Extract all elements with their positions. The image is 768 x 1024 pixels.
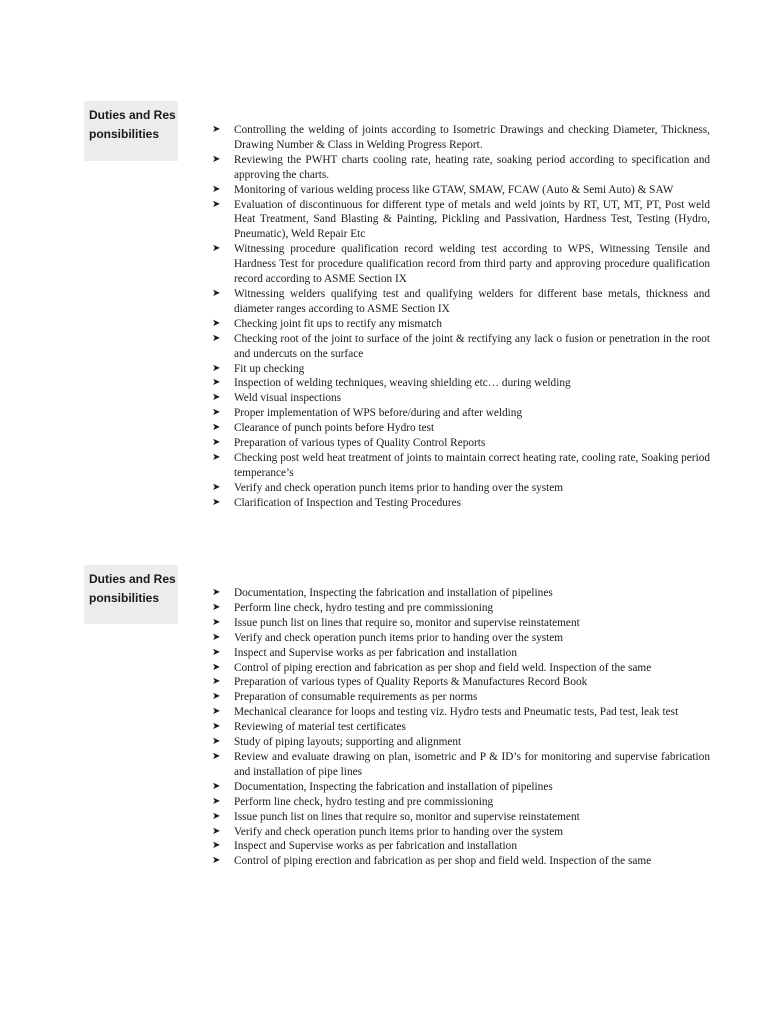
arrowhead-bullet-icon: ➤ <box>212 392 221 404</box>
list-item <box>212 436 710 451</box>
duties-list <box>212 586 710 869</box>
list-item <box>212 586 710 601</box>
arrowhead-bullet-icon: ➤ <box>212 646 221 658</box>
list-item <box>212 287 710 317</box>
arrowhead-bullet-icon: ➤ <box>212 825 221 837</box>
list-item-text: Inspect and Supervise works as per fabrication and installation <box>234 646 517 659</box>
arrowhead-bullet-icon: ➤ <box>212 616 221 628</box>
list-item <box>212 496 710 511</box>
list-item-text: Controlling the welding of joints according to Isometric Drawings and checking Diameter, Thickness, Drawing Number & Class in Welding Progress Report. <box>234 124 710 151</box>
arrowhead-bullet-icon: ➤ <box>212 840 221 852</box>
list-item-text: Clearance of punch points before Hydro test <box>234 422 435 435</box>
arrowhead-bullet-icon: ➤ <box>212 287 221 299</box>
list-item-text: Preparation of various types of Quality Control Reports <box>234 437 486 450</box>
list-item-text: Mechanical clearance for loops and testing viz. Hydro tests and Pneumatic tests, Pad test, leak test <box>234 706 679 719</box>
list-item-text: Verify and check operation punch items prior to handing over the system <box>234 825 564 838</box>
arrowhead-bullet-icon: ➤ <box>212 407 221 419</box>
list-item-text: Clarification of Inspection and Testing Procedures <box>234 496 462 509</box>
list-item <box>212 242 710 287</box>
arrowhead-bullet-icon: ➤ <box>212 496 221 508</box>
arrowhead-bullet-icon: ➤ <box>212 706 221 718</box>
arrowhead-bullet-icon: ➤ <box>212 198 221 210</box>
list-item <box>212 690 710 705</box>
list-item-text: Issue punch list on lines that require so, monitor and supervise reinstatement <box>234 616 580 629</box>
list-item-text: Checking joint fit ups to rectify any mismatch <box>234 317 443 330</box>
list-item-text: Perform line check, hydro testing and pre commissioning <box>234 795 494 808</box>
arrowhead-bullet-icon: ➤ <box>212 437 221 449</box>
list-item <box>212 481 710 496</box>
list-item <box>212 332 710 362</box>
list-item-text: Verify and check operation punch items prior to handing over the system <box>234 631 564 644</box>
list-item <box>212 720 710 735</box>
list-item <box>212 646 710 661</box>
list-item-text: Inspection of welding techniques, weaving shielding etc… during welding <box>234 377 571 390</box>
arrowhead-bullet-icon: ➤ <box>212 422 221 434</box>
list-item-text: Checking root of the joint to surface of the joint & rectifying any lack o fusion or penetration in the root and undercuts on the surface <box>234 332 710 360</box>
list-item <box>212 735 710 750</box>
arrowhead-bullet-icon: ➤ <box>212 243 221 255</box>
arrowhead-bullet-icon: ➤ <box>212 451 221 463</box>
arrowhead-bullet-icon: ➤ <box>212 795 221 807</box>
list-item-text: Preparation of consumable requirements as per norms <box>234 691 478 704</box>
list-item-text: Weld visual inspections <box>234 392 342 405</box>
arrowhead-bullet-icon: ➤ <box>212 481 221 493</box>
list-item-text: Reviewing of material test certificates <box>234 721 406 734</box>
list-item <box>212 406 710 421</box>
arrowhead-bullet-icon: ➤ <box>212 736 221 748</box>
list-item-text: Preparation of various types of Quality Reports & Manufactures Record Book <box>234 676 588 689</box>
list-item <box>212 198 710 243</box>
arrowhead-bullet-icon: ➤ <box>212 587 221 598</box>
list-item <box>212 183 710 198</box>
arrowhead-bullet-icon: ➤ <box>212 661 221 673</box>
list-item <box>212 780 710 795</box>
list-item-text: Documentation, Inspecting the fabrication and installation of pipelines <box>234 587 553 599</box>
section-label: Duties and Responsibilities <box>84 565 178 624</box>
arrowhead-bullet-icon: ➤ <box>212 810 221 822</box>
list-item <box>212 451 710 481</box>
list-item <box>212 854 710 869</box>
list-item <box>212 317 710 332</box>
list-item-text: Reviewing the PWHT charts cooling rate, heating rate, soaking period according to specification and approving the charts. <box>234 153 710 181</box>
arrowhead-bullet-icon: ➤ <box>212 601 221 613</box>
list-item <box>212 675 710 690</box>
list-item-text: Monitoring of various welding process like GTAW, SMAW, FCAW (Auto & Semi Auto) & SAW <box>234 183 674 196</box>
list-item <box>212 153 710 183</box>
arrowhead-bullet-icon: ➤ <box>212 691 221 703</box>
list-item <box>212 616 710 631</box>
list-item <box>212 391 710 406</box>
list-item <box>212 421 710 436</box>
list-item <box>212 661 710 676</box>
list-item-text: Witnessing procedure qualification record welding test according to WPS, Witnessing Tensile and Hardness Test for procedure qualification record from third party and approving procedure qualification record according to ASME Section IX <box>234 243 710 286</box>
arrowhead-bullet-icon: ➤ <box>212 183 221 195</box>
arrowhead-bullet-icon: ➤ <box>212 124 221 135</box>
duties-list <box>212 123 710 511</box>
list-item <box>212 810 710 825</box>
list-item-text: Control of piping erection and fabrication as per shop and field weld. Inspection of the same <box>234 855 652 868</box>
list-item <box>212 705 710 720</box>
list-item-text: Evaluation of discontinuous for different type of metals and weld joints by RT, UT, MT, PT, Post weld Heat Treatment, Sand Blasting & Painting, Pickling and Passivation, Hardness Test, Testing (Hydro, Pneumatic), Weld Repair Etc <box>234 198 710 241</box>
list-item-text: Documentation, Inspecting the fabrication and installation of pipelines <box>234 780 553 793</box>
list-item-text: Issue punch list on lines that require so, monitor and supervise reinstatement <box>234 810 580 823</box>
list-item-text: Verify and check operation punch items prior to handing over the system <box>234 481 564 494</box>
list-item-text: Proper implementation of WPS before/during and after welding <box>234 407 523 420</box>
arrowhead-bullet-icon: ➤ <box>212 676 221 688</box>
list-item-text: Perform line check, hydro testing and pre commissioning <box>234 601 494 614</box>
list-item-text: Checking post weld heat treatment of joints to maintain correct heating rate, cooling rate, Soaking period temperance’s <box>234 451 710 479</box>
arrowhead-bullet-icon: ➤ <box>212 780 221 792</box>
list-item <box>212 795 710 810</box>
list-item <box>212 362 710 377</box>
arrowhead-bullet-icon: ➤ <box>212 332 221 344</box>
arrowhead-bullet-icon: ➤ <box>212 362 221 374</box>
list-item <box>212 601 710 616</box>
section-label: Duties and Responsibilities <box>84 101 178 161</box>
arrowhead-bullet-icon: ➤ <box>212 750 221 762</box>
arrowhead-bullet-icon: ➤ <box>212 631 221 643</box>
arrowhead-bullet-icon: ➤ <box>212 153 221 165</box>
list-item-text: Witnessing welders qualifying test and qualifying welders for different base metals, thickness and diameter ranges according to ASME Section IX <box>234 287 710 315</box>
arrowhead-bullet-icon: ➤ <box>212 377 221 389</box>
list-item-text: Review and evaluate drawing on plan, isometric and P & ID’s for monitoring and supervise fabrication and installation of pipe lines <box>234 750 710 778</box>
arrowhead-bullet-icon: ➤ <box>212 317 221 329</box>
list-item <box>212 839 710 854</box>
list-item-text: Control of piping erection and fabrication as per shop and field weld. Inspection of the same <box>234 661 652 674</box>
list-item <box>212 631 710 646</box>
list-item <box>212 376 710 391</box>
list-item <box>212 750 710 780</box>
list-item-text: Fit up checking <box>234 362 305 375</box>
list-item-text: Study of piping layouts; supporting and alignment <box>234 736 462 749</box>
arrowhead-bullet-icon: ➤ <box>212 721 221 733</box>
list-item <box>212 123 710 153</box>
list-item <box>212 825 710 840</box>
arrowhead-bullet-icon: ➤ <box>212 855 221 867</box>
list-item-text: Inspect and Supervise works as per fabrication and installation <box>234 840 517 853</box>
